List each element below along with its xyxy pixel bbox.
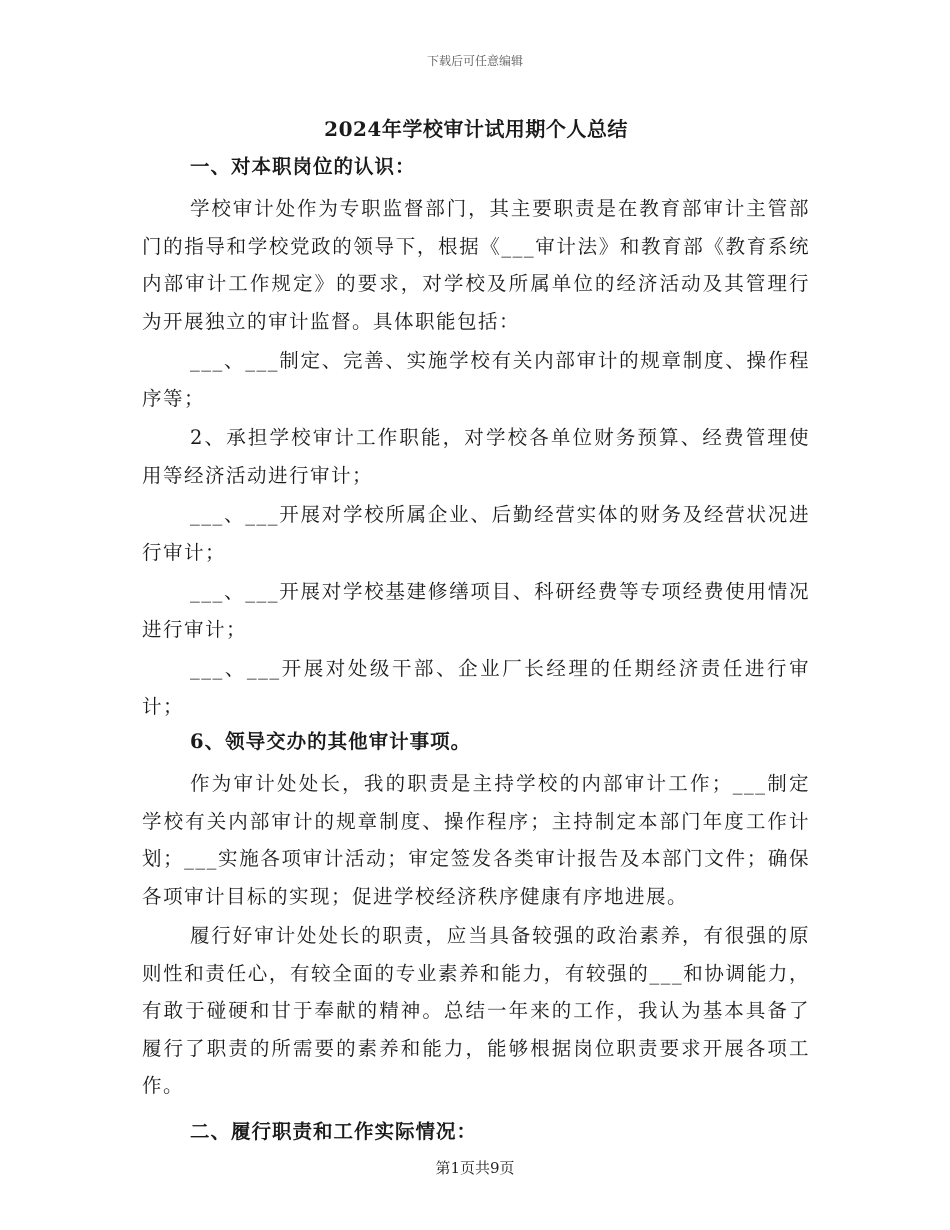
paragraph: ___、___开展对处级干部、企业厂长经理的任期经济责任进行审计；	[142, 657, 810, 718]
header-note: 下载后可任意编辑	[426, 54, 523, 68]
page-footer: 第1页共9页	[435, 1159, 515, 1177]
section-heading-2: 二、履行职责和工作实际情况：	[190, 1119, 478, 1143]
paragraph: ___、___开展对学校所属企业、后勤经营实体的财务及经营状况进行审计；	[142, 503, 810, 564]
section-heading-1: 一、对本职岗位的认识：	[190, 155, 416, 178]
paragraph: ___、___开展对学校基建修缮项目、科研经费等专项经费使用情况进行审计；	[142, 580, 810, 641]
document-title: 2024年学校审计试用期个人总结	[324, 117, 628, 141]
paragraph: 履行好审计处处长的职责，应当具备较强的政治素养，有很强的原则性和责任心，有较全面的专业素养和能力，有较强的___和协调能力，有敢于碰硬和甘于奉献的精神。总结一年来的工作，我认为基本具备了履行了职责的所需要的素养和能力，能够根据岗位职责要求开展各项工作。	[142, 924, 810, 1097]
paragraph: ___、___制定、完善、实施学校有关内部审计的规章制度、操作程序等；	[142, 349, 810, 410]
paragraph: 学校审计处作为专职监督部门，其主要职责是在教育部审计主管部门的指导和学校党政的领导下，根据《___审计法》和教育部《教育系统内部审计工作规定》的要求，对学校及所属单位的经济活动及其管理行为开展独立的审计监督。具体职能包括：	[142, 197, 810, 333]
document-body	[142, 114, 810, 1155]
list-heading-6: 6、领导交办的其他审计事项。	[190, 730, 472, 753]
paragraph: 2、承担学校审计工作职能，对学校各单位财务预算、经费管理使用等经济活动进行审计；	[142, 426, 810, 487]
paragraph: 作为审计处处长，我的职责是主持学校的内部审计工作；___制定学校有关内部审计的规章制度、操作程序；主持制定本部门年度工作计划；___实施各项审计活动；审定签发各类审计报告及本部门文件；确保各项审计目标的实现；促进学校经济秩序健康有序地进展。	[142, 772, 810, 908]
